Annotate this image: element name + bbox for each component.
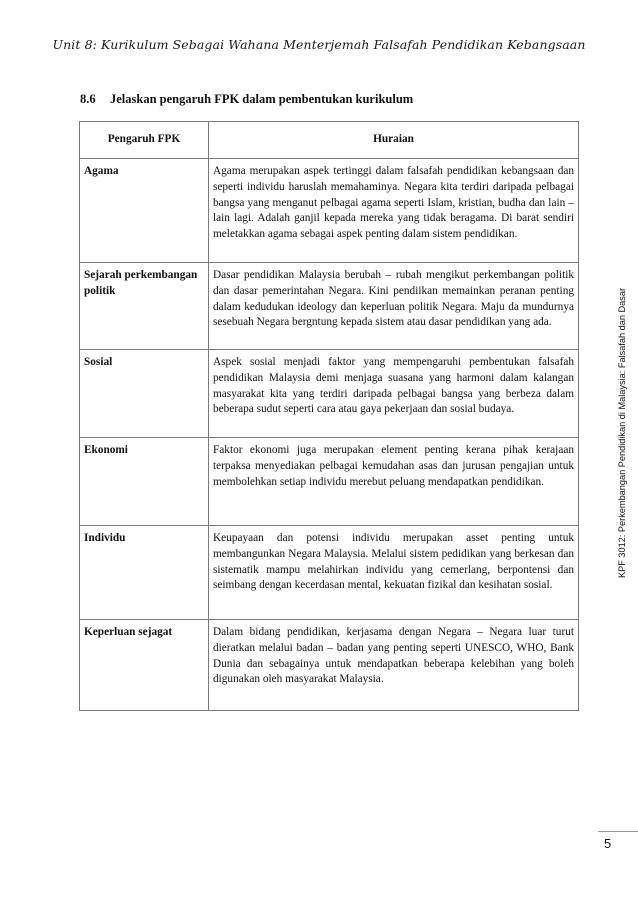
column-header-description: Huraian [209,122,579,159]
table-header-row [80,122,579,159]
table-row-keperluan-sejagat [80,620,579,711]
row-aspect: Individu [80,526,209,620]
table-row-sosial [80,350,579,438]
row-aspect: Ekonomi [80,438,209,526]
column-header-influence: Pengaruh FPK [80,122,209,159]
row-description: Faktor ekonomi juga merupakan element penting kerana pihak kerajaan terpaksa menyediakan pelbagai kemudahan asas dan jurusan pengajian untuk membolehkan setiap individu merebut peluang mendapatkan pendidikan. [209,438,579,526]
page-number: 5 [604,836,612,851]
question-number: 8.6 [80,92,96,106]
row-aspect: Agama [80,159,209,263]
side-course-label [613,248,631,618]
row-aspect: Sosial [80,350,209,438]
page-number-rule [598,831,638,832]
table-row-sejarah [80,263,579,350]
row-description: Dalam bidang pendidikan, kerjasama dengan Negara – Negara luar turut dieratkan melalui badan – badan yang penting seperti UNESCO, WHO, Bank Dunia dan sebagainya untuk mendapatkan beberapa kelebihan yang boleh digunakan oleh masyarakat Malaysia. [209,620,579,711]
table-row-individu [80,526,579,620]
question-heading [80,92,413,107]
row-description: Keupayaan dan potensi individu merupakan asset penting untuk membangunkan Negara Malaysia. Melalui sistem pedidikan yang berkesan dan sistematik mampu melahirkan individu yang cemerlang, berpontensi dan seimbang dengan kecerdasan mental, kekuatan fizikal dan kesihatan sosial. [209,526,579,620]
row-aspect: Keperluan sejagat [80,620,209,711]
table-row-agama [80,159,579,263]
row-description: Dasar pendidikan Malaysia berubah – rubah mengikut perkembangan politik dan dasar pemerintahan Negara. Kini pendiikan memainkan peranan penting dalam kedudukan ideology dan keperluan politik Negara. Maju da mundurnya sesebuah Negara bergntung kepada sistem atau dasar pendidikan yang ada. [209,263,579,350]
table-row-ekonomi [80,438,579,526]
running-header: Unit 8: Kurikulum Sebagai Wahana Menterjemah Falsafah Pendidikan Kebangsaan [52,37,586,52]
row-aspect: Sejarah perkembangan politik [80,263,209,350]
row-description: Aspek sosial menjadi faktor yang mempengaruhi pembentukan falsafah pendidikan Malaysia demi menjaga suasana yang harmoni dalam kalangan masyarakat kita yang terdiri daripada pelbagai bangsa yang berbeza dalam beberapa sudut seperti cara atau gaya pekerjaan dan sosial budaya. [209,350,579,438]
side-course-label-text: KPF 3012: Perkembangan Pendidikan di Malaysia: Falsafah dan Dasar [617,287,627,579]
fpk-influence-table [79,121,579,711]
question-text: Jelaskan pengaruh FPK dalam pembentukan kurikulum [110,92,414,106]
row-description: Agama merupakan aspek tertinggi dalam falsafah pendidikan kebangsaan dan seperti individu haruslah memahaminya. Negara kita terdiri daripada pelbagai bangsa yang menganut pelbagai agama seperti Islam, kristian, budha dan lain –lain lagi. Adalah ganjil kepada mereka yang tidak beragama. Di barat sendiri meletakkan agama sebagai aspek penting dalam sistem pendidikan. [209,159,579,263]
